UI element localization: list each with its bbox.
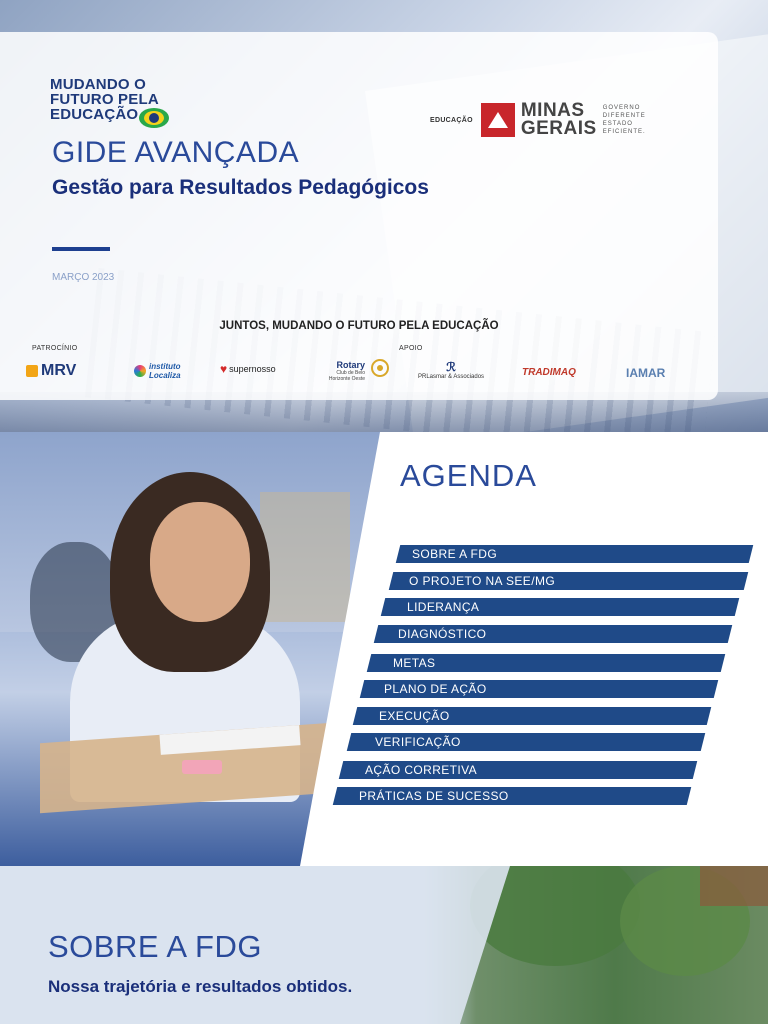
sponsor-localiza [134, 362, 197, 380]
agenda-item-plano-de-acao[interactable] [360, 680, 718, 698]
agenda-item-label: METAS [393, 656, 436, 670]
gov-line-4: EFICIENTE. [602, 129, 646, 135]
sponsor-rotary [315, 360, 365, 382]
agenda-item-execucao[interactable] [353, 707, 711, 725]
gov-line-1: GOVERNO [602, 105, 641, 111]
sponsor-mrv [26, 362, 76, 380]
apoio-label: APOIO [399, 345, 423, 352]
educacao-label: EDUCAÇÃO [430, 116, 473, 124]
logo-line-2: FUTURO PELA [50, 91, 159, 108]
sponsor-supernosso [220, 362, 276, 376]
agenda-item-acao-corretiva[interactable] [339, 761, 697, 779]
agenda-item-label: PLANO DE AÇÃO [384, 682, 487, 696]
cover-subtitle: Gestão para Resultados Pedagógicos [52, 176, 429, 199]
sobre-title: SOBRE A FDG [48, 929, 262, 964]
minas-gerais-triangle-icon [481, 103, 515, 137]
agenda-item-lideranca[interactable] [381, 598, 739, 616]
fdg-badge-icon [138, 107, 170, 129]
heart-icon: ♥ [220, 362, 228, 376]
agenda-item-diagnostico[interactable] [374, 625, 732, 643]
sponsor-prlasmar [418, 360, 484, 380]
logo-line-3: EDUCAÇÃO [50, 106, 139, 123]
rotary-text: Rotary [336, 360, 365, 370]
agenda-item-label: O PROJETO NA SEE/MG [409, 574, 556, 588]
agenda-item-sobre-a-fdg[interactable] [396, 545, 753, 563]
agenda-item-o-projeto[interactable] [389, 572, 748, 590]
agenda-item-label: PRÁTICAS DE SUCESSO [359, 789, 509, 803]
cover-slogan: JUNTOS, MUDANDO O FUTURO PELA EDUCAÇÃO [219, 320, 499, 332]
building-roof-image [700, 866, 768, 906]
cover-slide [0, 0, 768, 432]
cover-card [0, 32, 718, 400]
overlay-diagonal [460, 866, 510, 1024]
prlasmar-text: PRLasmar & Associados [418, 374, 485, 380]
cover-title: GIDE AVANÇADA [52, 136, 300, 169]
gov-line-2: DIFERENTE [602, 113, 646, 119]
supernosso-text: supernosso [229, 364, 276, 374]
mrv-text: MRV [41, 362, 77, 379]
mg-line-2: GERAIS [520, 118, 597, 139]
agenda-item-praticas-de-sucesso[interactable] [333, 787, 691, 805]
agenda-item-label: SOBRE A FDG [412, 547, 498, 561]
sponsor-iamar: IAMAR [626, 366, 666, 380]
minas-gerais-name [521, 102, 597, 138]
agenda-item-verificacao[interactable] [347, 733, 705, 751]
localiza-text: instituto Localiza [149, 362, 181, 380]
student-face [150, 502, 250, 622]
rotary-wheel-icon [371, 359, 389, 377]
gov-line-3: ESTADO [602, 121, 633, 127]
title-rule [52, 247, 110, 251]
sponsor-tradimaq: TRADIMAQ [522, 367, 576, 378]
agenda-item-label: LIDERANÇA [407, 600, 480, 614]
mudando-o-futuro-logo [50, 77, 159, 122]
agenda-item-label: VERIFICAÇÃO [375, 735, 461, 749]
localiza-flower-icon [134, 365, 146, 377]
minas-gerais-logo [430, 102, 646, 138]
logo-line-1: MUDANDO O [50, 76, 146, 93]
mrv-leaf-icon [26, 365, 38, 377]
agenda-item-label: DIAGNÓSTICO [398, 627, 487, 641]
sobre-subtitle: Nossa trajetória e resultados obtidos. [48, 977, 353, 996]
prlasmar-mark-icon: ℛ [446, 360, 456, 374]
mg-line-1: MINAS [520, 100, 585, 121]
rotary-small-text: Club de Belo Horizonte Oeste [328, 370, 365, 382]
cover-date: MARÇO 2023 [52, 272, 115, 283]
governo-tagline [603, 104, 646, 136]
agenda-item-label: AÇÃO CORRETIVA [365, 763, 478, 777]
eraser [182, 760, 222, 774]
agenda-item-label: EXECUÇÃO [379, 709, 450, 723]
patrocinio-label: PATROCÍNIO [32, 345, 78, 352]
agenda-item-metas[interactable] [367, 654, 725, 672]
agenda-title: AGENDA [400, 458, 537, 493]
